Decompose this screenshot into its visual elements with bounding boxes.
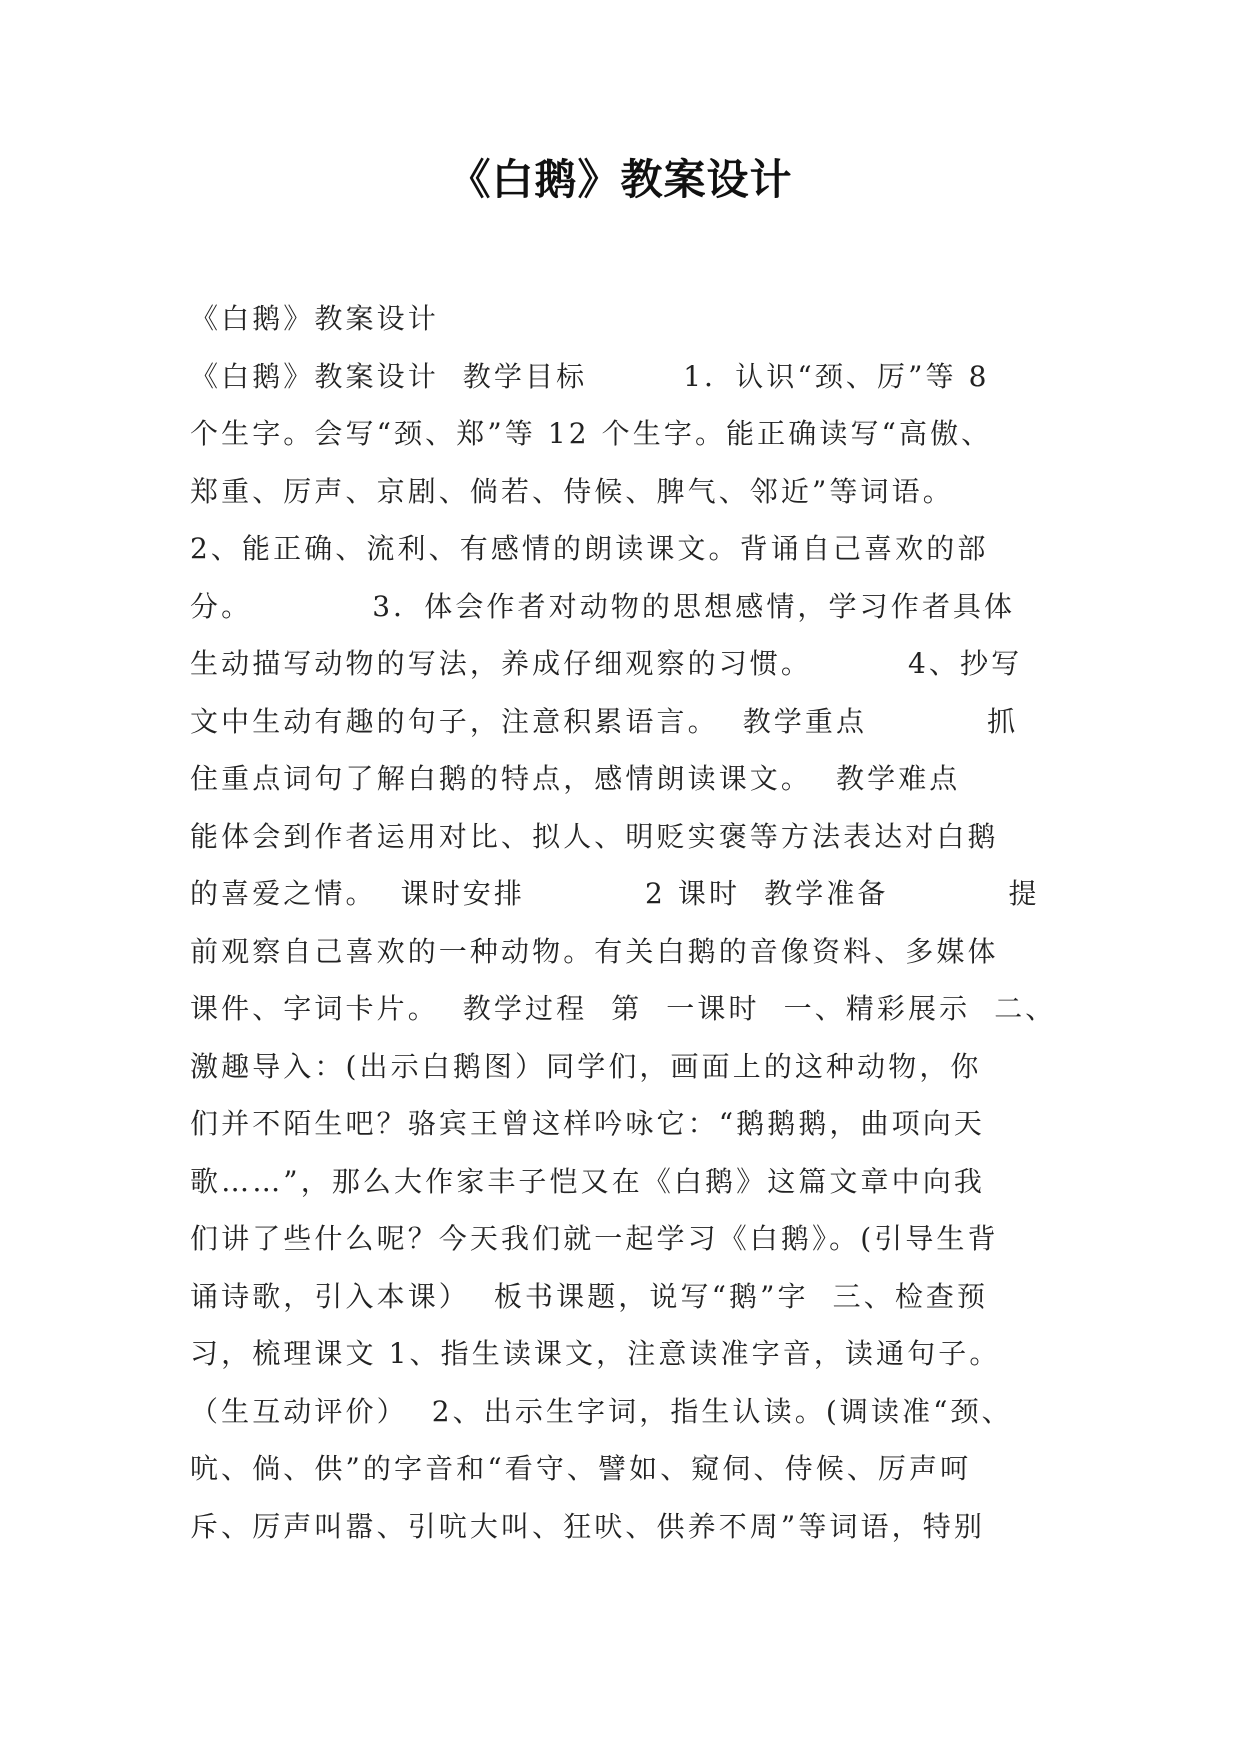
body-line: 吭、倘、供”的字音和“看守、譬如、窥伺、侍候、厉声呵 [190,1452,972,1485]
body-line: 分。 3．体会作者对动物的思想感情，学习作者具体 [190,589,1016,623]
body-line: 课件、字词卡片。 教学过程 第 一课时 一、精彩展示 二、 [190,992,1057,1025]
body-line: 诵诗歌，引入本课） 板书课题，说写“鹅”字 三、检查预 [190,1279,989,1313]
body-line: 前观察自己喜欢的一种动物。有关白鹅的音像资料、多媒体 [190,934,999,968]
body-line: （生互动评价） 2、出示生字词，指生认读。(调读准“颈、 [190,1394,1013,1428]
body-line: 激趣导入：(出示白鹅图）同学们，画面上的这种动物，你 [190,1049,982,1083]
body-line: 习，梳理课文 1、指生读课文，注意读准字音，读通句子。 [190,1337,1001,1370]
body-line: 个生字。会写“颈、郑”等 12 个生字。能正确读写“高傲、 [190,417,993,450]
document-body [190,290,1070,1555]
body-line: 郑重、厉声、京剧、倘若、侍候、脾气、邻近”等词语。 [190,474,954,508]
body-line: 们讲了些什么呢？今天我们就一起学习《白鹅》。(引导生背 [190,1222,999,1255]
body-line: 《白鹅》教案设计 [190,302,439,335]
body-line: 《白鹅》教案设计 教学目标 1．认识“颈、厉”等 8 [190,359,990,393]
body-line: 2、能正确、流利、有感情的朗读课文。背诵自己喜欢的部 [190,532,989,565]
document-title: 《白鹅》教案设计 [448,155,793,204]
body-line: 文中生动有趣的句子，注意积累语言。 教学重点 抓 [190,704,1019,738]
body-line: 歌……”，那么大作家丰子恺又在《白鹅》这篇文章中向我 [190,1164,985,1198]
body-line: 们并不陌生吧？骆宾王曾这样吟咏它：“鹅鹅鹅，曲项向天 [190,1107,985,1140]
body-line: 住重点词句了解白鹅的特点，感情朗读课文。 教学难点 [190,762,961,795]
body-line: 能体会到作者运用对比、拟人、明贬实褒等方法表达对白鹅 [190,819,999,853]
body-line: 的喜爱之情。 课时安排 2 课时 教学准备 提 [190,877,1040,910]
body-line: 生动描写动物的写法，养成仔细观察的习惯。 4、抄写 [190,647,1023,680]
body-line: 斥、厉声叫嚣、引吭大叫、狂吠、供养不周”等词语，特别 [190,1509,985,1543]
